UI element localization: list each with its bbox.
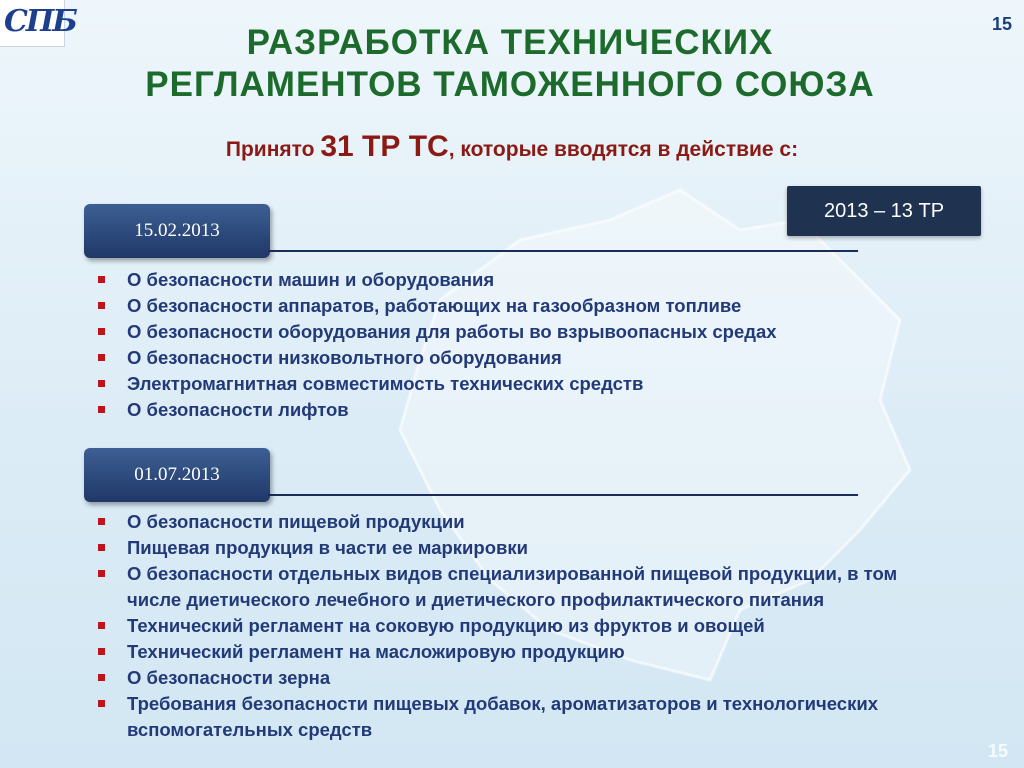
list-item: Технический регламент на соковую продукцию из фруктов и овощей (98, 613, 898, 639)
subtitle-suffix: , которые вводятся в действие с: (448, 138, 799, 161)
list-item: О безопасности низковольтного оборудования (98, 345, 978, 371)
list-item: Пищевая продукция в части ее маркировки (98, 535, 898, 561)
list-item: О безопасности пищевой продукции (98, 509, 898, 535)
subtitle (0, 130, 1024, 164)
company-logo (0, 0, 76, 47)
list-item: О безопасности аппаратов, работающих на газообразном топливе (98, 293, 978, 319)
title-line-2: РЕГЛАМЕНТОВ ТАМОЖЕННОГО СОЮЗА (145, 65, 875, 104)
list-item: О безопасности машин и оборудования (98, 267, 978, 293)
section-divider-1 (268, 250, 858, 252)
list-item: О безопасности лифтов (98, 397, 978, 423)
section-date-tab-2: 01.07.2013 (84, 448, 270, 502)
list-item: О безопасности зерна (98, 665, 898, 691)
section-date-tab-1: 15.02.2013 (84, 204, 270, 258)
list-item: О безопасности отдельных видов специализированной пищевой продукции, в том числе диетического лечебного и диетического профилактического питания (98, 561, 898, 613)
section-divider-2 (268, 494, 858, 496)
title-line-1: РАЗРАБОТКА ТЕХНИЧЕСКИХ (246, 23, 774, 62)
summary-badge: 2013 – 13 ТР (787, 186, 981, 236)
list-item: Технический регламент на масложировую продукцию (98, 639, 898, 665)
page-number: 15 (991, 14, 1012, 34)
section-list-2 (98, 509, 898, 743)
list-item: Электромагнитная совместимость технических средств (98, 371, 978, 397)
section-list-1 (98, 267, 978, 423)
page-title (80, 22, 940, 106)
subtitle-prefix: Принято (225, 138, 321, 161)
list-item: О безопасности оборудования для работы во взрывоопасных средах (98, 319, 978, 345)
subtitle-count: 31 ТР ТС (320, 130, 449, 163)
logo-text: СПБ (4, 4, 76, 39)
list-item: Требования безопасности пищевых добавок, ароматизаторов и технологических вспомогательных средств (98, 691, 898, 743)
footer-page-number: 15 (987, 741, 1008, 761)
